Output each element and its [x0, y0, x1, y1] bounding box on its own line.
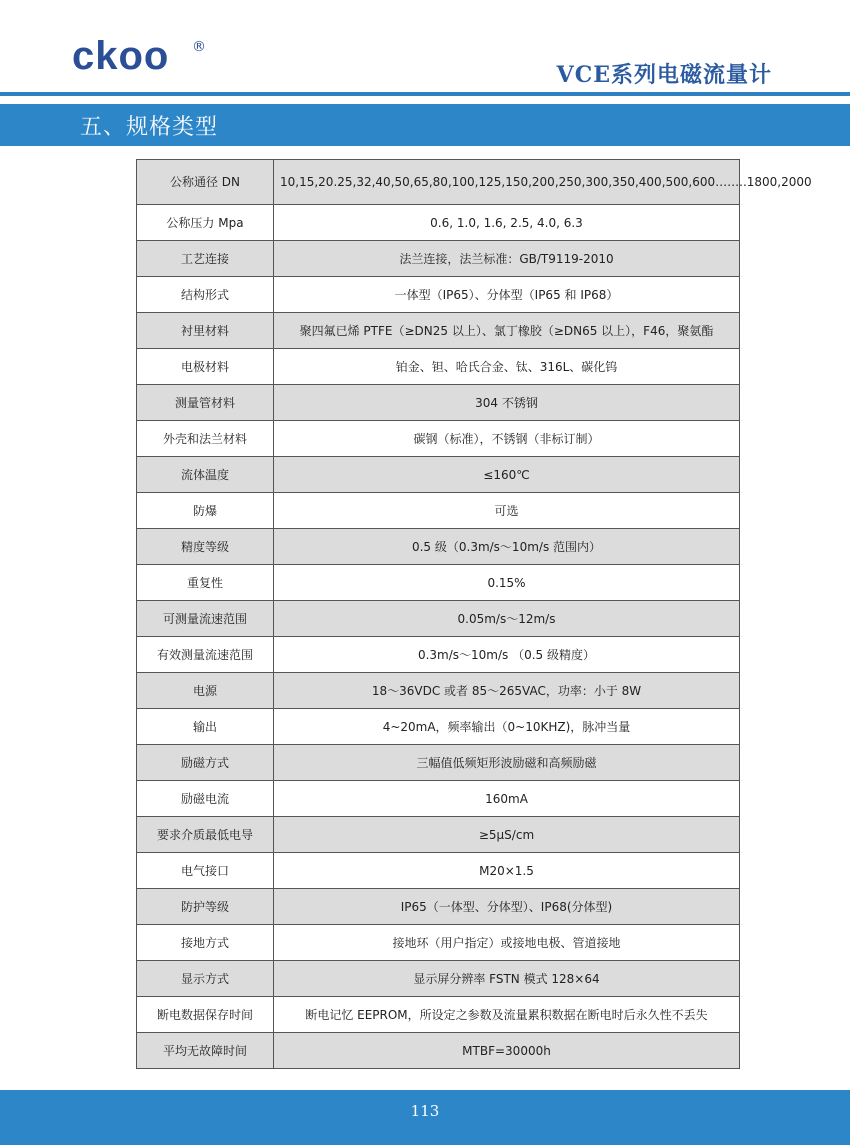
- table-row: [137, 961, 740, 997]
- spec-value: 160mA: [274, 781, 740, 817]
- spec-value: IP65（一体型、分体型）、IP68(分体型): [274, 889, 740, 925]
- spec-label: 显示方式: [137, 961, 274, 997]
- spec-value: 0.3m/s～10m/s （0.5 级精度）: [274, 637, 740, 673]
- spec-value: 可选: [274, 493, 740, 529]
- table-row: [137, 493, 740, 529]
- spec-label: 电气接口: [137, 853, 274, 889]
- table-row: [137, 817, 740, 853]
- spec-label: 平均无故障时间: [137, 1033, 274, 1069]
- spec-value: ≤160℃: [274, 457, 740, 493]
- spec-value: 碳钢（标准），不锈钢（非标订制）: [274, 421, 740, 457]
- spec-value: 接地环（用户指定）或接地电极、管道接地: [274, 925, 740, 961]
- spec-label: 公称通径 DN: [137, 160, 274, 205]
- table-row: [137, 457, 740, 493]
- document-title: VCE系列电磁流量计: [556, 62, 772, 88]
- table-row: [137, 673, 740, 709]
- table-row: [137, 601, 740, 637]
- spec-value: 0.15%: [274, 565, 740, 601]
- table-row: [137, 709, 740, 745]
- table-row: [137, 349, 740, 385]
- spec-label: 流体温度: [137, 457, 274, 493]
- spec-value: 断电记忆 EEPROM，所设定之参数及流量累积数据在断电时后永久性不丢失: [274, 997, 740, 1033]
- spec-label: 断电数据保存时间: [137, 997, 274, 1033]
- brand-logo: ckoo: [72, 34, 170, 78]
- table-row: [137, 313, 740, 349]
- spec-label: 重复性: [137, 565, 274, 601]
- table-row: [137, 205, 740, 241]
- table-row: [137, 925, 740, 961]
- spec-value: 0.6, 1.0, 1.6, 2.5, 4.0, 6.3: [274, 205, 740, 241]
- spec-value: 10,15,20.25,32,40,50,65,80,100,125,150,200,250,300,350,400,500,600……..1800,2000: [274, 160, 740, 205]
- table-row: [137, 1033, 740, 1069]
- table-row: [137, 889, 740, 925]
- spec-label: 公称压力 Mpa: [137, 205, 274, 241]
- spec-value: 铂金、钽、哈氏合金、钛、316L、碳化钨: [274, 349, 740, 385]
- spec-label: 防护等级: [137, 889, 274, 925]
- spec-label: 要求介质最低电导: [137, 817, 274, 853]
- spec-label: 励磁方式: [137, 745, 274, 781]
- table-row: [137, 745, 740, 781]
- spec-value: 0.5 级（0.3m/s～10m/s 范围内）: [274, 529, 740, 565]
- spec-table: [136, 159, 812, 1069]
- spec-label: 测量管材料: [137, 385, 274, 421]
- registered-mark: ®: [192, 39, 206, 55]
- spec-label: 外壳和法兰材料: [137, 421, 274, 457]
- table-row: [137, 385, 740, 421]
- spec-label: 衬里材料: [137, 313, 274, 349]
- table-row: [137, 277, 740, 313]
- header-rule: [0, 92, 850, 96]
- spec-label: 防爆: [137, 493, 274, 529]
- spec-label: 电源: [137, 673, 274, 709]
- spec-value: 18～36VDC 或者 85～265VAC，功率：小于 8W: [274, 673, 740, 709]
- spec-label: 输出: [137, 709, 274, 745]
- spec-value: MTBF=30000h: [274, 1033, 740, 1069]
- spec-label: 励磁电流: [137, 781, 274, 817]
- table-row: [137, 160, 740, 205]
- page-number: 113: [410, 1102, 440, 1120]
- spec-label: 精度等级: [137, 529, 274, 565]
- spec-value: 4~20mA，频率输出（0~10KHZ)，脉冲当量: [274, 709, 740, 745]
- table-row: [137, 781, 740, 817]
- spec-label: 电极材料: [137, 349, 274, 385]
- table-row: [137, 565, 740, 601]
- spec-label: 结构形式: [137, 277, 274, 313]
- table-row: [137, 241, 740, 277]
- spec-value: M20×1.5: [274, 853, 740, 889]
- spec-label: 有效测量流速范围: [137, 637, 274, 673]
- table-row: [137, 637, 740, 673]
- table-row: [137, 529, 740, 565]
- spec-value: 聚四氟已烯 PTFE（≥DN25 以上）、氯丁橡胶（≥DN65 以上），F46，聚氨酯: [274, 313, 740, 349]
- table-row: [137, 853, 740, 889]
- spec-value: 0.05m/s～12m/s: [274, 601, 740, 637]
- spec-value: 法兰连接，法兰标准：GB/T9119-2010: [274, 241, 740, 277]
- spec-label: 可测量流速范围: [137, 601, 274, 637]
- spec-value: 显示屏分辨率 FSTN 模式 128×64: [274, 961, 740, 997]
- section-title: 五、规格类型: [80, 115, 219, 140]
- spec-label: 工艺连接: [137, 241, 274, 277]
- spec-label: 接地方式: [137, 925, 274, 961]
- table-row: [137, 421, 740, 457]
- spec-value: 一体型（IP65）、分体型（IP65 和 IP68）: [274, 277, 740, 313]
- table-row: [137, 997, 740, 1033]
- spec-value: 304 不锈钢: [274, 385, 740, 421]
- spec-value: 三幅值低频矩形波励磁和高频励磁: [274, 745, 740, 781]
- spec-value: ≥5μS/cm: [274, 817, 740, 853]
